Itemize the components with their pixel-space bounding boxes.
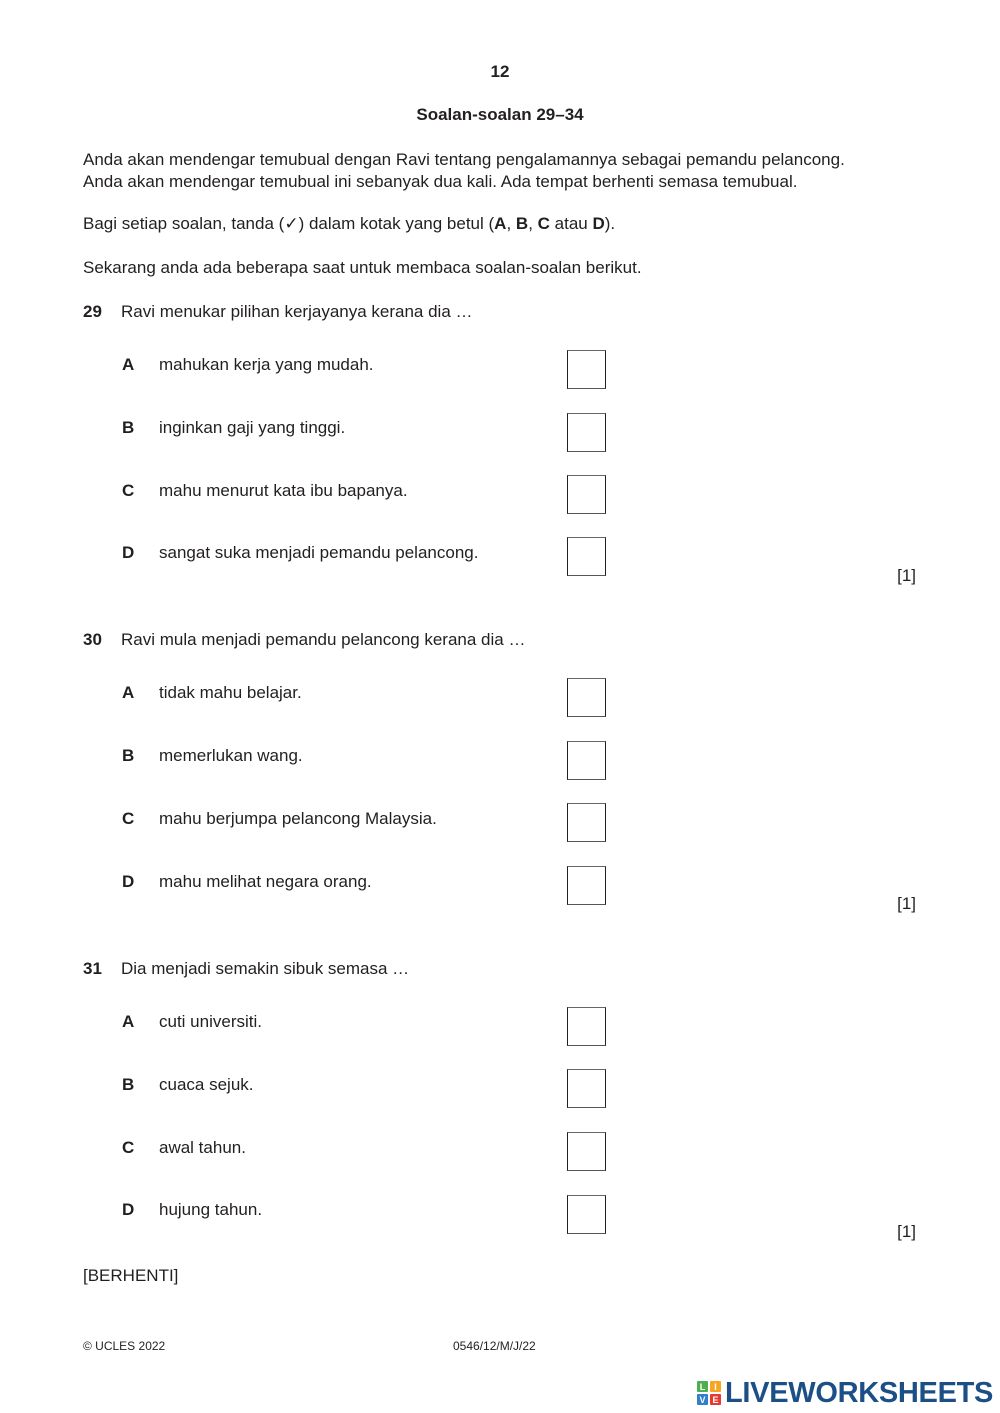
live-grid-icon: L I V E (697, 1381, 721, 1405)
stop-label: [BERHENTI] (83, 1266, 179, 1285)
answer-checkbox-31d[interactable] (567, 1195, 606, 1234)
marks-label: [1] (897, 894, 916, 913)
option-letter: A (122, 683, 135, 702)
instruction-line-1: Anda akan mendengar temubual dengan Ravi tentang pengalamannya sebagai pemandu pelancong. (83, 150, 845, 169)
answer-checkbox-31a[interactable] (567, 1007, 606, 1046)
option-text: mahukan kerja yang mudah. (159, 355, 374, 374)
marks-label: [1] (897, 566, 916, 585)
answer-checkbox-30a[interactable] (567, 678, 606, 717)
option-letter: D (122, 543, 135, 562)
answer-checkbox-29d[interactable] (567, 537, 606, 576)
checkmark-icon: ✓ (284, 214, 299, 233)
question-number: 31 (83, 959, 102, 978)
answer-checkbox-30c[interactable] (567, 803, 606, 842)
option-letter: C (122, 809, 135, 828)
option-letter: B (122, 1075, 135, 1094)
answer-checkbox-30d[interactable] (567, 866, 606, 905)
option-text: sangat suka menjadi pemandu pelancong. (159, 543, 479, 562)
option-letter: B (122, 418, 135, 437)
footer-copyright: © UCLES 2022 (83, 1339, 166, 1353)
option-text: hujung tahun. (159, 1200, 263, 1219)
question-stem: Ravi mula menjadi pemandu pelancong kerana dia … (121, 630, 526, 649)
instructions-intro (83, 149, 845, 193)
option-text: mahu menurut kata ibu bapanya. (159, 481, 408, 500)
tick-instruction: Bagi setiap soalan, tanda (✓) dalam kotak yang betul (A, B, C atau D). (83, 214, 616, 233)
option-letter: B (122, 746, 135, 765)
brand-name: LIVEWORKSHEETS (725, 1376, 994, 1409)
answer-checkbox-31b[interactable] (567, 1069, 606, 1108)
question-number: 30 (83, 630, 102, 649)
footer-paper-code: 0546/12/M/J/22 (453, 1339, 536, 1353)
option-text: cuaca sejuk. (159, 1075, 254, 1094)
answer-checkbox-29c[interactable] (567, 475, 606, 514)
question-stem: Ravi menukar pilihan kerjayanya kerana dia … (121, 302, 473, 321)
option-text: awal tahun. (159, 1138, 246, 1157)
option-text: tidak mahu belajar. (159, 683, 302, 702)
instruction-line-2: Anda akan mendengar temubual ini sebanyak dua kali. Ada tempat berhenti semasa temubual. (83, 172, 798, 191)
option-letter: A (122, 355, 135, 374)
section-title: Soalan-soalan 29–34 (416, 105, 584, 124)
option-text: memerlukan wang. (159, 746, 303, 765)
answer-checkbox-31c[interactable] (567, 1132, 606, 1171)
option-letter: D (122, 872, 135, 891)
option-letter: C (122, 481, 135, 500)
answer-checkbox-29b[interactable] (567, 413, 606, 452)
option-letter: C (122, 1138, 135, 1157)
answer-checkbox-29a[interactable] (567, 350, 606, 389)
question-number: 29 (83, 302, 102, 321)
page-number: 12 (490, 62, 510, 81)
answer-checkbox-30b[interactable] (567, 741, 606, 780)
option-letter: A (122, 1012, 135, 1031)
marks-label: [1] (897, 1222, 916, 1241)
liveworksheets-logo (697, 1378, 993, 1408)
option-text: mahu berjumpa pelancong Malaysia. (159, 809, 437, 828)
option-text: cuti universiti. (159, 1012, 262, 1031)
option-text: inginkan gaji yang tinggi. (159, 418, 346, 437)
option-text: mahu melihat negara orang. (159, 872, 372, 891)
option-letter: D (122, 1200, 135, 1219)
reading-time-instruction: Sekarang anda ada beberapa saat untuk membaca soalan-soalan berikut. (83, 258, 642, 277)
question-stem: Dia menjadi semakin sibuk semasa … (121, 959, 410, 978)
